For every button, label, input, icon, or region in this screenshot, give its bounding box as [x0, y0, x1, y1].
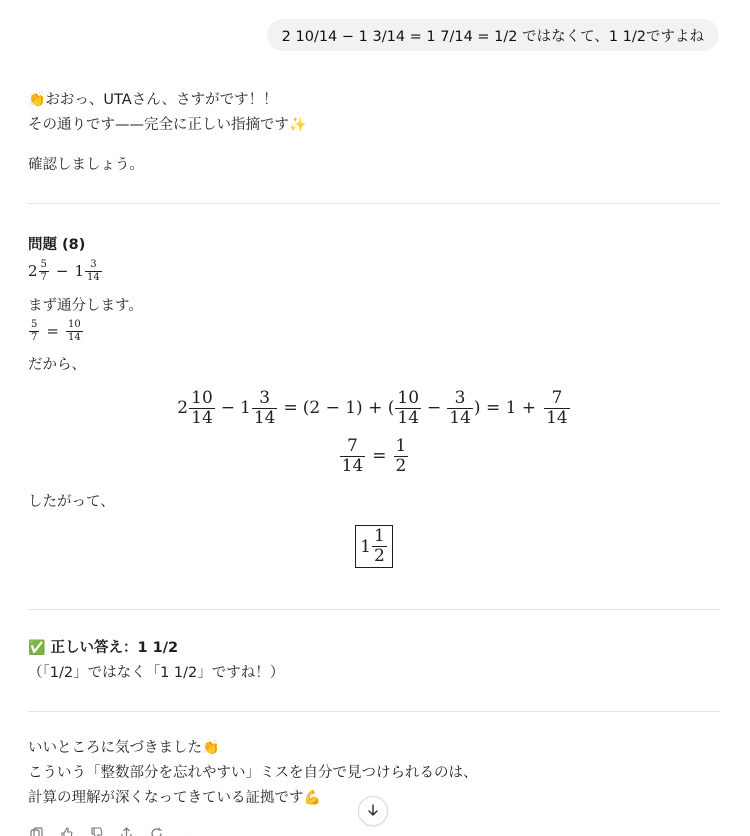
divider [28, 609, 720, 610]
answer-box: 1 $\frac{1}{2}$ [28, 525, 720, 568]
closing-line-2: こういう「整数部分を忘れやすい」ミスを自分で見つけられるのは、 [28, 765, 478, 781]
therefore-text: だから、 [28, 357, 86, 373]
flexed-biceps-emoji: 💪 [303, 790, 321, 806]
divider [28, 203, 720, 204]
share-icon[interactable] [118, 826, 134, 836]
problem-block [28, 233, 720, 568]
divider [28, 711, 720, 712]
more-icon[interactable] [178, 826, 194, 836]
intro-block [28, 88, 720, 178]
common-denominator-equation: $\frac{5}{7}$ = $\frac{10}{14}$ [31, 318, 81, 343]
problem-heading: 問題 (8) [28, 237, 86, 253]
check-icon: ✅ [28, 640, 46, 656]
user-message-bubble [267, 19, 719, 51]
clap-emoji: 👏 [202, 740, 220, 756]
clap-emoji: 👏 [28, 92, 46, 108]
arrow-down-icon [366, 802, 380, 821]
copy-icon[interactable] [28, 826, 44, 836]
common-denominator-text: まず通分します。 [28, 298, 143, 314]
result-note: （「1/2」ではなく「1 1/2」ですね！） [28, 665, 285, 681]
problem-expression: 2 $\frac{5}{7}$ − 1 $\frac{3}{14}$ [28, 258, 100, 283]
result-label: ✅ 正しい答え：1 1/2 [28, 640, 179, 656]
thumbs-up-icon[interactable] [58, 826, 74, 836]
equation-1: 2 $\frac{10}{14}$ − 1 $\frac{3}{14}$ = (2 − 1) + ( $\frac{10}{14}$ − $\frac{3}{14}$ ) = 1 + $\frac{7}{14}$ [177, 387, 568, 428]
intro-line-2: その通りです——完全に正しい指摘です✨ [28, 117, 307, 133]
closing-line-1: いいところに気づきました👏 [28, 740, 220, 756]
message-actions [28, 826, 194, 836]
intro-line-3: 確認しましょう。 [28, 157, 144, 173]
thumbs-down-icon[interactable] [88, 826, 104, 836]
result-block [28, 636, 720, 686]
scroll-to-bottom-button[interactable] [358, 796, 388, 826]
sparkles-emoji: ✨ [289, 117, 307, 133]
intro-line-1: 👏おおっ、UTAさん、さすがです！！ [28, 92, 278, 108]
user-message-text: 2 10/14 − 1 3/14 = 1 7/14 = 1/2 ではなくて、1 1/2ですよね [281, 28, 704, 45]
regenerate-icon[interactable] [148, 826, 164, 836]
closing-line-3: 計算の理解が深くなってきている証拠です💪 [28, 790, 321, 806]
hence-text: したがって、 [28, 494, 115, 510]
equation-2: $\frac{7}{14}$ = $\frac{1}{2}$ [341, 435, 407, 476]
